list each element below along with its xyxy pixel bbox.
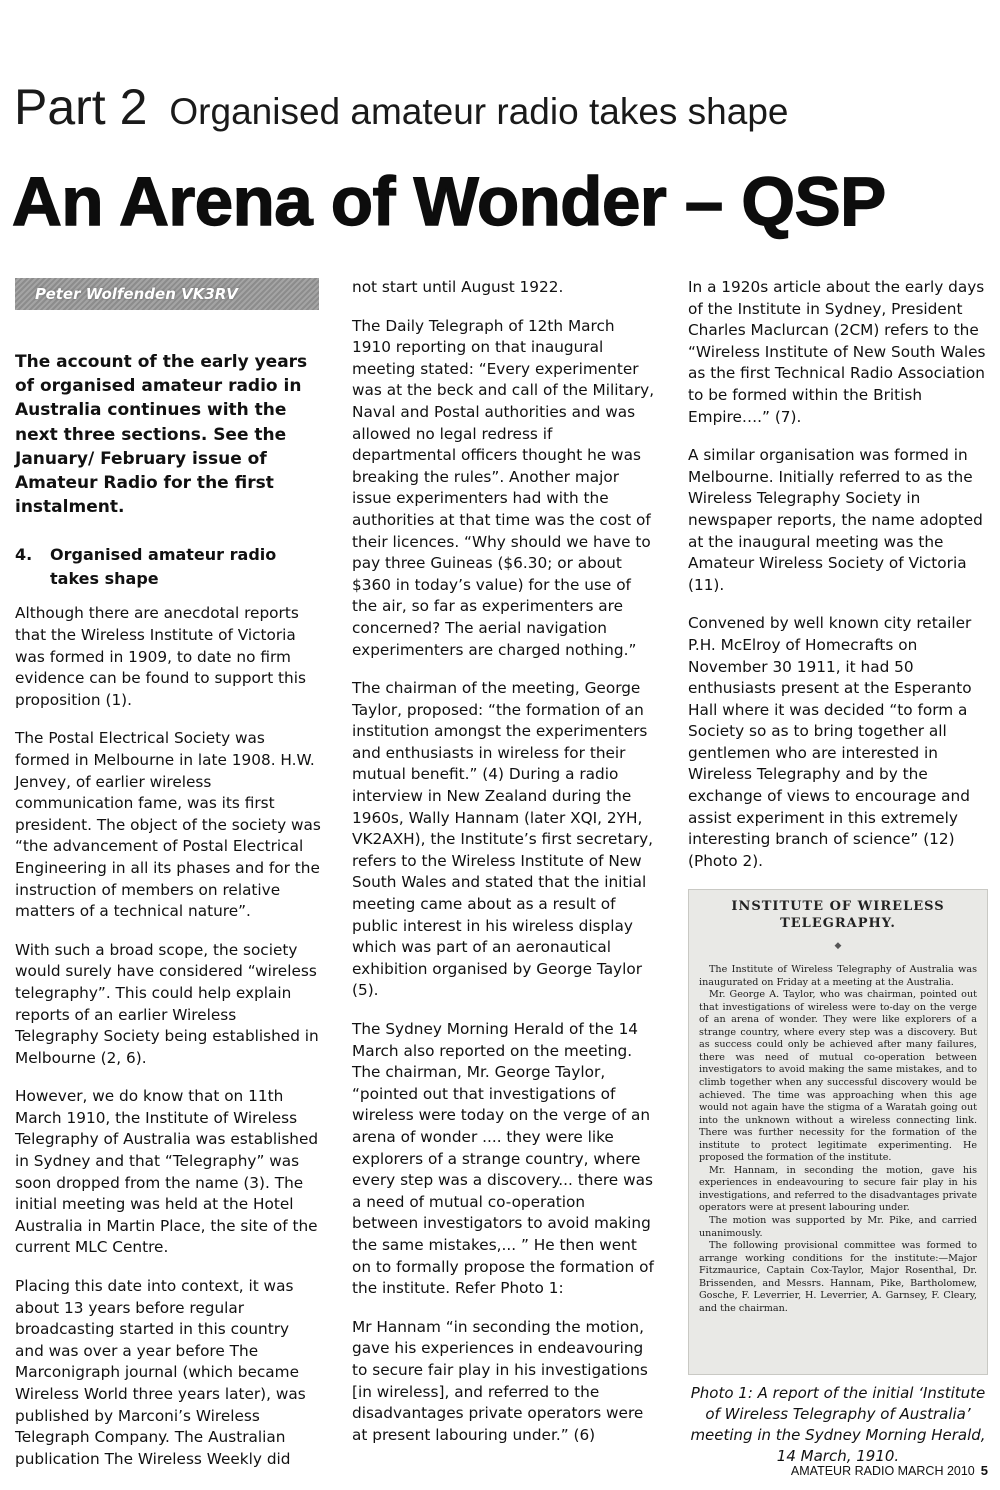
paragraph: The Daily Telegraph of 12th March 1910 reporting on that inaugural meeting stated: “Every experimenter was at the beck and call of the Military, Naval and Postal authorities and was allowed no legal redress if departmental officers thought he was breaking the rules”. Another major issue experimenters had with the authorities at that time was the cost of their licences. “Why should we have to pay three Guineas ($6.30; or about $360 in today’s value) for the use of the air, so far as experimenters are concerned? The aerial navigation experimenters are charged nothing.” [352,316,655,659]
clipping-paragraph: Mr. George A. Taylor, who was chairman, pointed out that investigations of wireless were to-day on the verge of an arena of wonder. They were like explorers of a strange country, where every step was a discovery. But as success could only be achieved after many failures, there was need of mutual co-operation between investigators to avoid making the same mistakes, and to climb together when any successful discovery would be achieved. The time was approaching when this age would not again have the stigma of a Waratah going out into the unknown without a wireless connecting link. There was further necessity for the formation of the institute to protect legitimate experimenting. He proposed the formation of the institute. [699,989,977,1164]
clipping-heading: TELEGRAPHY. [780,916,896,932]
section-title: Organised amateur radio takes shape [50,545,277,589]
article-title: An Arena of Wonder – QSP [12,163,886,240]
page-footer [791,1463,988,1478]
paragraph: However, we do know that on 11th March 1910, the Institute of Wireless Telegraphy of Australia was established in Sydney and that “Telegraphy” was soon dropped from the name (3). The initial meeting was held at the Hotel Australia in Martin Place, the site of the current MLC Centre. [15,1087,319,1257]
clipping-heading: INSTITUTE OF WIRELESS [731,899,945,915]
newspaper-clipping-photo [688,889,988,1375]
clipping-paragraph: The Institute of Wireless Telegraphy of Australia was inaugurated on Friday at a meeting at the Australia. [699,964,977,988]
section-heading [15,543,321,591]
clipping-paragraph: Mr. Hannam, in seconding the motion, gave his experiences in endeavouring to secure fair play in his investigations, and referred to the disadvantages private operators were at present labouring under. [699,1164,977,1214]
paragraph: not start until August 1922. [352,278,564,296]
publication-name: AMATEUR RADIO MARCH 2010 [790,1464,975,1478]
clipping-paragraph: The motion was supported by Mr. Pike, and carried unanimously. [699,1214,977,1239]
paragraph: Convened by well known city retailer P.H. McElroy of Homecrafts on November 30 1911, it had 50 enthusiasts present at the Esperanto Hall where it was decided “to form a Society so as to bring together all gentlemen who are interested in Wireless Telegraphy and by the exchange of views to encourage and assist experiment in this extremely interesting branch of science” (12) (Photo 2). [688,614,972,870]
column-3 [688,277,990,1467]
section-number: 4. [15,545,33,565]
paragraph: The Sydney Morning Herald of the 14 March also reported on the meeting. The chairman, Mr. George Taylor, “pointed out that investigations of wireless were today on the verge of an arena of wonder .... they were like explorers of a strange country, where every step was a discovery... there was a need of mutual co-operation between investigators to avoid making the same mistakes,... ” He then went on to formally propose the formation of the institute. Refer Photo 1: [352,1020,654,1298]
paragraph: The Postal Electrical Society was formed in Melbourne in late 1908. H.W. Jenvey, of earlier wireless communication fame, was its first president. The object of the society was “the advancement of Postal Electrical Engineering in all its phases and for the instruction of members on relative matters of a technical nature”. [15,729,321,921]
paragraph: Placing this date into context, it was about 13 years before regular broadcasting started in this country and was over a year before The Marconigraph journal (which became Wireless World three years later), was published by Marconi’s Wireless Telegraph Company. The Australian publication The Wireless Weekly did [15,1277,306,1468]
part-number: Part 2 [14,79,148,135]
paragraph: Mr Hannam “in seconding the motion, gave his experiences in endeavouring to secure fair play in his investigations [in wireless], and referred to the disadvantages private operators were at present labouring under.” (6) [352,1317,648,1444]
paragraph: Although there are anecdotal reports that the Wireless Institute of Victoria was formed in 1909, to date no firm evidence can be found to support this proposition (1). [15,604,306,709]
author-banner: Peter Wolfenden VK3RV [15,278,319,310]
clipping-paragraph: The following provisional committee was formed to arrange working conditions for the institute:—Major Fitzmaurice, Captain Cox-Taylor, Major Rosenthal, Dr. Brissenden, and Messrs. Hannam, Pike, Bartholomew, Gosche, F. Leverrier, H. Leverrier, A. Garnsey, F. Cleary, and the chairman. [699,1240,977,1314]
page-number: 5 [980,1463,988,1478]
paragraph: With such a broad scope, the society would surely have considered “wireless telegraphy”. This could help explain reports of an earlier Wireless Telegraphy Society being established in Melbourne (2, 6). [15,940,319,1067]
paragraph: In a 1920s article about the early days of the Institute in Sydney, President Charles Maclurcan (2CM) refers to the “Wireless Institute of New South Wales as the first Technical Radio Association to be formed within the British Empire….” (7). [688,278,986,426]
paragraph: The chairman of the meeting, George Taylor, proposed: “the formation of an institution amongst the experimenters and enthusiasts in wireless for their mutual benefit.” (4) During a radio interview in New Zealand during the 1960s, Wally Hannam (later XQI, 2YH, VK2AXH), the Institute’s first secretary, refers to the Wireless Institute of New South Wales and stated that the initial meeting came about as a result of public interest in his wireless display which was part of an aeronautical exhibition organised by George Taylor (5). [352,679,654,1000]
part-subtitle: Organised amateur radio takes shape [169,91,789,132]
column-2 [352,277,656,1463]
column-1 [15,270,321,1487]
article-intro: The account of the early years of organised amateur radio in Australia continues with the next three sections. See the January/ February issue of Amateur Radio for the first instalment. [15,352,308,518]
paragraph: A similar organisation was formed in Melbourne. Initially referred to as the Wireless Telegraphy Society in newspaper reports, the name adopted at the inaugural meeting was the Amateur Wireless Society of Victoria (11). [688,446,983,594]
photo-caption: Photo 1: A report of the initial ‘Institute of Wireless Telegraphy of Australia’ meeting in the Sydney Morning Herald, 14 March, 1910. [690,1384,986,1466]
part-kicker [14,78,789,136]
clipping-divider: ◆ [834,941,842,952]
